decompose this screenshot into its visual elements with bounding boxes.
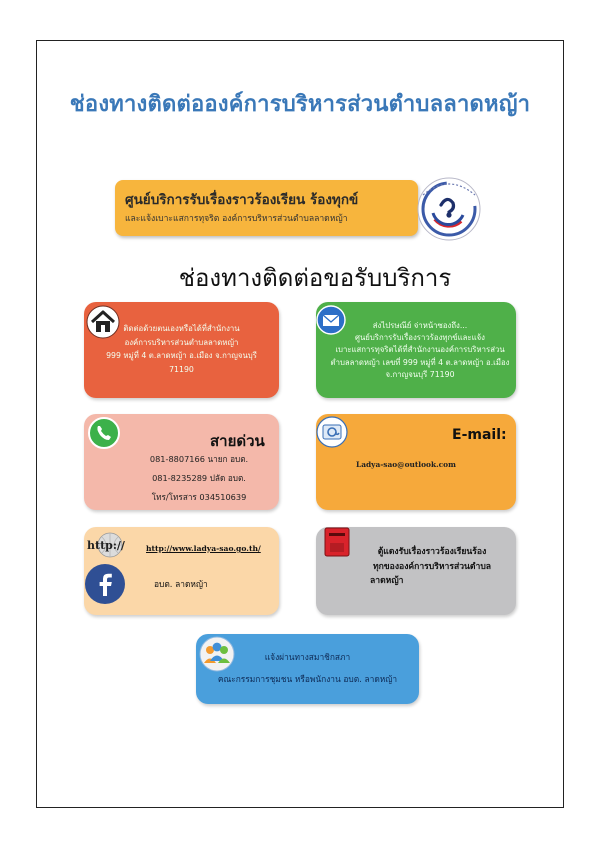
section-title: ช่องทางติดต่อขอรับบริการ [178, 264, 452, 292]
email-title: E-mail: [452, 427, 507, 443]
phone-icon [87, 416, 121, 450]
card-address [84, 302, 279, 398]
council-member-text [196, 646, 419, 690]
card-council-member [196, 634, 419, 704]
complaint-box-text [348, 545, 516, 589]
organization-seal-icon [413, 175, 485, 243]
hotline-line: 081-8807166 นายก อบต. [149, 454, 249, 464]
mail-line: จ.กาญจนบุรี 71190 [385, 369, 455, 379]
email-address[interactable]: Ladya-sao@outlook.com [356, 460, 456, 469]
hotline-title: สายด่วน [210, 432, 265, 450]
mail-line: ตำบลลาดหญ้า เลขที่ 999 หมู่ที่ 4 ต.ลาดหญ้า อ.เมือง [330, 357, 510, 367]
council-member-line: คณะกรรมการชุมชน หรือพนักงาน อบต. ลาดหญ้า [217, 674, 398, 684]
complaint-box-line: ลาดหญ้า [370, 576, 404, 586]
svg-text:http://: http:// [87, 539, 125, 552]
mail-line: ศูนย์บริการรับเรื่องราวร้องทุกข์และแจ้ง [355, 333, 485, 343]
address-line: ติดต่อด้วยตนเองหรือได้ที่สำนักงาน [123, 324, 240, 333]
facebook-icon [84, 563, 126, 605]
council-member-line: แจ้งผ่านทางสมาชิกสภา [264, 652, 351, 662]
mail-text [322, 320, 518, 381]
website-link[interactable]: http://www.ladya-sao.go.th/ [146, 544, 261, 553]
hotline-line: 081-8235289 ปลัด อบต. [152, 473, 246, 483]
at-sign-icon [316, 416, 348, 448]
address-text [84, 322, 279, 376]
complaint-box-line: ทุกขององค์การบริหารส่วนตำบล [372, 561, 492, 572]
card-hotline [84, 414, 279, 510]
page-title: ช่องทางติดต่อองค์การบริหารส่วนตำบลลาดหญ้า [69, 92, 531, 117]
address-line: องค์การบริหารส่วนตำบลลาดหญ้า [124, 337, 239, 347]
card-email [316, 414, 516, 510]
complaint-center-banner [115, 180, 418, 236]
banner-heading: ศูนย์บริการรับเรื่องราวร้องเรียน ร้องทุกข์ [125, 192, 359, 208]
hotline-numbers [119, 450, 279, 507]
address-line: 999 หมู่ที่ 4 ต.ลาดหญ้า อ.เมือง จ.กาญจนบุรี [106, 351, 257, 360]
mail-line: ส่งไปรษณีย์ จ่าหน้าซองถึง... [372, 321, 468, 330]
hotline-line: โทร/โทรสาร 034510639 [151, 492, 247, 502]
address-line: 71190 [169, 364, 194, 374]
card-website-facebook [84, 527, 279, 615]
card-postal-mail [316, 302, 516, 398]
banner-subheading: และแจ้งเบาะแสการทุจริต องค์การบริหารส่วนตำบลลาดหญ้า [125, 214, 348, 224]
facebook-page-name[interactable]: อบต. ลาดหญ้า [154, 579, 208, 589]
mail-line: เบาะแสการทุจริตได้ที่สำนักงานองค์การบริหารส่วน [335, 345, 505, 355]
http-icon [84, 531, 136, 559]
card-complaint-box [316, 527, 516, 615]
complaint-box-line: ตู้แดงรับเรื่องราวร้องเรียนร้อง [377, 547, 487, 557]
